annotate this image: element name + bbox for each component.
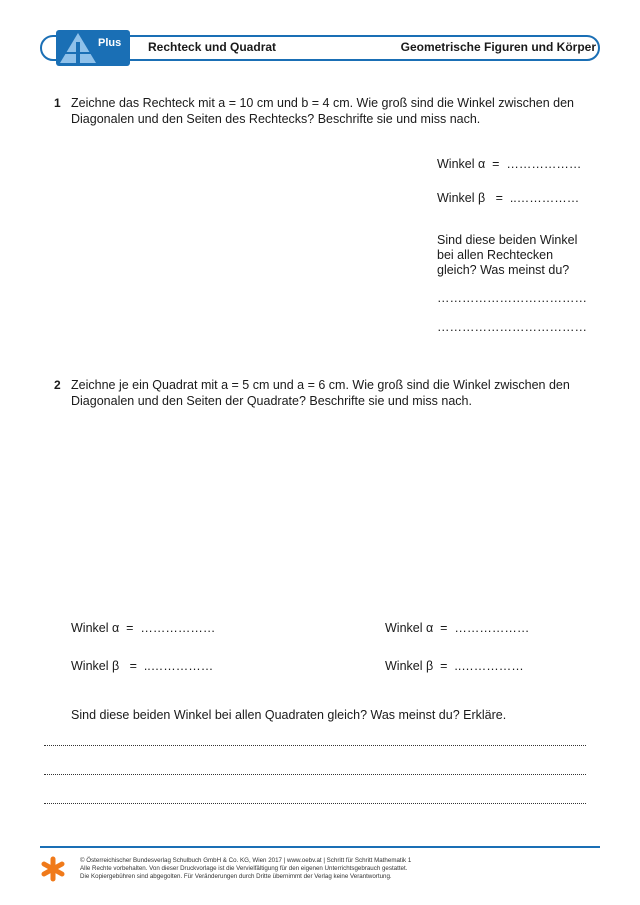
task-1-question-line-3: gleich? Was meinst du?: [437, 263, 570, 277]
task-2-number: 2: [54, 378, 61, 392]
answer-line[interactable]: [44, 774, 586, 775]
task-2-question: Sind diese beiden Winkel bei allen Quadraten gleich? Was meinst du? Erkläre.: [71, 708, 507, 722]
task-2-left-alpha-field[interactable]: Winkel α = ………………: [71, 621, 216, 635]
task-1-answer-line-1[interactable]: ………………………………: [437, 291, 587, 305]
footer-line-1: © Österreichischer Bundesverlag Schulbuch GmbH & Co. KG, Wien 2017 | www.oebv.at | Schritt für Schritt Mathematik 1: [80, 857, 412, 864]
task-1-question-line-2: bei allen Rechtecken: [437, 248, 554, 262]
footer-copyright: [80, 857, 500, 881]
task-1-answer-line-2[interactable]: ………………………………: [437, 320, 587, 334]
plus-logo-icon: [56, 30, 130, 66]
task-2-left-beta-field[interactable]: Winkel β = ..……………: [71, 659, 214, 673]
logo-text: Plus: [98, 37, 122, 49]
task-1-question-line-1: Sind diese beiden Winkel: [437, 233, 578, 247]
task-1-line-1: Zeichne das Rechteck mit a = 10 cm und b = 4 cm. Wie groß sind die Winkel zwischen den: [71, 96, 575, 110]
task-2-right-alpha-field[interactable]: Winkel α = ………………: [385, 621, 530, 635]
footer-rule: [40, 846, 600, 848]
task-2-line-2: Diagonalen und den Seiten der Quadrate? Beschrifte sie und miss nach.: [71, 394, 472, 408]
section-title: Geometrische Figuren und Körper: [400, 40, 596, 54]
footer-line-3: Die Kopiergebühren sind abgegolten. Für Veränderungen durch Dritte übernimmt der Verlag keine Verantwortung.: [80, 873, 392, 880]
task-1-number: 1: [54, 96, 61, 110]
task-1-line-2: Diagonalen und den Seiten des Rechtecks? Beschrifte sie und miss nach.: [71, 112, 481, 126]
task-1-alpha-field[interactable]: Winkel α = ………………: [437, 157, 582, 171]
answer-line[interactable]: [44, 803, 586, 804]
task-2-line-1: Zeichne je ein Quadrat mit a = 5 cm und a = 6 cm. Wie groß sind die Winkel zwischen den: [71, 378, 570, 392]
task-1-beta-field[interactable]: Winkel β = ..……………: [437, 191, 580, 205]
task-2-right-beta-field[interactable]: Winkel β = ..……………: [385, 659, 524, 673]
page-title: Rechteck und Quadrat: [148, 40, 277, 54]
footer-line-2: Alle Rechte vorbehalten. Von dieser Druckvorlage ist die Vervielfältigung für den eigenen Unterrichtsgebrauch gestattet.: [80, 865, 408, 872]
publisher-logo-icon: [40, 856, 66, 882]
answer-line[interactable]: [44, 745, 586, 746]
